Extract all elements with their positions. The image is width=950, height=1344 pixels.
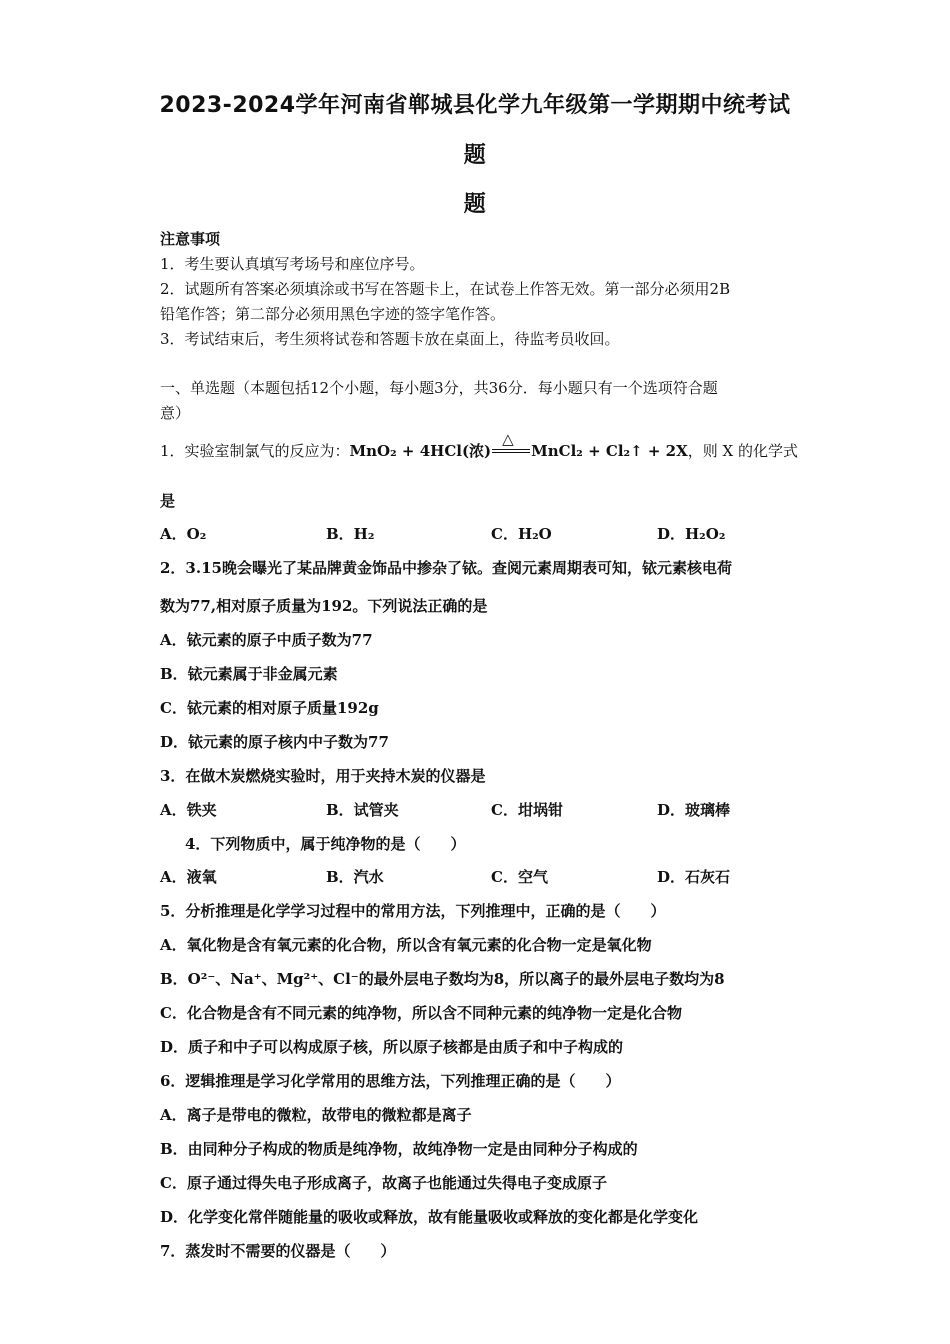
q3-option-c: C．坩埚钳 [491, 801, 563, 819]
q6-option-b: B．由同种分子构成的物质是纯净物，故纯净物一定是由同种分子构成的 [160, 1140, 638, 1158]
q2-option-b: B．铱元素属于非金属元素 [160, 665, 338, 683]
notice-item-2: 2．试题所有答案必须填涂或书写在答题卡上，在试卷上作答无效。第一部分必须用2B [160, 280, 731, 298]
question-5-stem: 5．分析推理是化学学习过程中的常用方法，下列推理中，正确的是（ ） [160, 902, 666, 920]
q1-option-d: D．H₂O₂ [657, 525, 726, 543]
reaction-equals-sign [492, 430, 530, 457]
heat-condition-symbol: △ [502, 430, 514, 448]
question-4-stem: 4．下列物质中，属于纯净物的是（ ） [185, 835, 466, 853]
q2-option-d: D．铱元素的原子核内中子数为77 [160, 733, 389, 751]
question-1-stem [160, 430, 798, 461]
section-heading: 一、单选题（本题包括12个小题，每小题3分，共36分．每小题只有一个选项符合题 [160, 379, 718, 397]
q6-option-a: A．离子是带电的微粒，故带电的微粒都是离子 [160, 1106, 472, 1124]
section-heading-cont: 意） [160, 404, 191, 422]
exam-title-line2: 题 [463, 143, 487, 168]
q2-option-a: A．铱元素的原子中质子数为77 [160, 631, 373, 649]
q3-option-d: D．玻璃棒 [657, 801, 731, 819]
q6-option-d: D．化学变化常伴随能量的吸收或释放，故有能量吸收或释放的变化都是化学变化 [160, 1208, 699, 1226]
q1-suffix: ，则 X 的化学式 [687, 442, 798, 460]
q5-option-c: C．化合物是含有不同元素的纯净物，所以含不同种元素的纯净物一定是化合物 [160, 1004, 682, 1022]
q5-option-b: B．O²⁻、Na⁺、Mg²⁺、Cl⁻的最外层电子数均为8，所以离子的最外层电子数均为8 [160, 970, 725, 988]
notice-heading: 注意事项 [160, 230, 221, 248]
q5-option-a: A．氧化物是含有氧元素的化合物，所以含有氧元素的化合物一定是氧化物 [160, 936, 652, 954]
q1-prefix: 1．实验室制氯气的反应为： [160, 442, 350, 460]
exam-title-line3: 题 [463, 192, 487, 217]
question-3-stem: 3．在做木炭燃烧实验时，用于夹持木炭的仪器是 [160, 767, 486, 785]
q1-reactants: MnO₂ + 4HCl(浓) [349, 442, 492, 460]
question-1-stem-cont: 是 [160, 492, 176, 510]
question-7-stem: 7．蒸发时不需要的仪器是（ ） [160, 1242, 396, 1260]
notice-item-3: 3．考试结束后，考生须将试卷和答题卡放在桌面上，待监考员收回。 [160, 330, 620, 348]
notice-item-2-cont: 铅笔作答；第二部分必须用黑色字迹的签字笔作答。 [160, 305, 506, 323]
q3-option-b: B．试管夹 [326, 801, 399, 819]
q5-option-d: D．质子和中子可以构成原子核，所以原子核都是由质子和中子构成的 [160, 1038, 624, 1056]
q4-option-a: A．液氧 [160, 868, 217, 886]
q1-option-b: B．H₂ [326, 525, 375, 543]
q2-option-c: C．铱元素的相对原子质量192g [160, 699, 379, 717]
exam-title-line1: 2023-2024学年河南省郸城县化学九年级第一学期期中统考试 [159, 93, 791, 118]
question-2-stem-cont: 数为77,相对原子质量为192。下列说法正确的是 [160, 597, 488, 615]
question-6-stem: 6．逻辑推理是学习化学常用的思维方法，下列推理正确的是（ ） [160, 1072, 621, 1090]
q1-option-c: C．H₂O [491, 525, 552, 543]
q4-option-d: D．石灰石 [657, 868, 731, 886]
question-2-stem: 2．3.15晚会曝光了某品牌黄金饰品中掺杂了铱。查阅元素周期表可知，铱元素核电荷 [160, 559, 732, 577]
q4-option-b: B．汽水 [326, 868, 384, 886]
notice-item-1: 1．考生要认真填写考场号和座位序号。 [160, 255, 425, 273]
q1-products: MnCl₂ + Cl₂↑ + 2X [531, 442, 688, 460]
q4-option-c: C．空气 [491, 868, 548, 886]
q6-option-c: C．原子通过得失电子形成离子，故离子也能通过失得电子变成原子 [160, 1174, 607, 1192]
q1-option-a: A．O₂ [160, 525, 207, 543]
q3-option-a: A．铁夹 [160, 801, 217, 819]
